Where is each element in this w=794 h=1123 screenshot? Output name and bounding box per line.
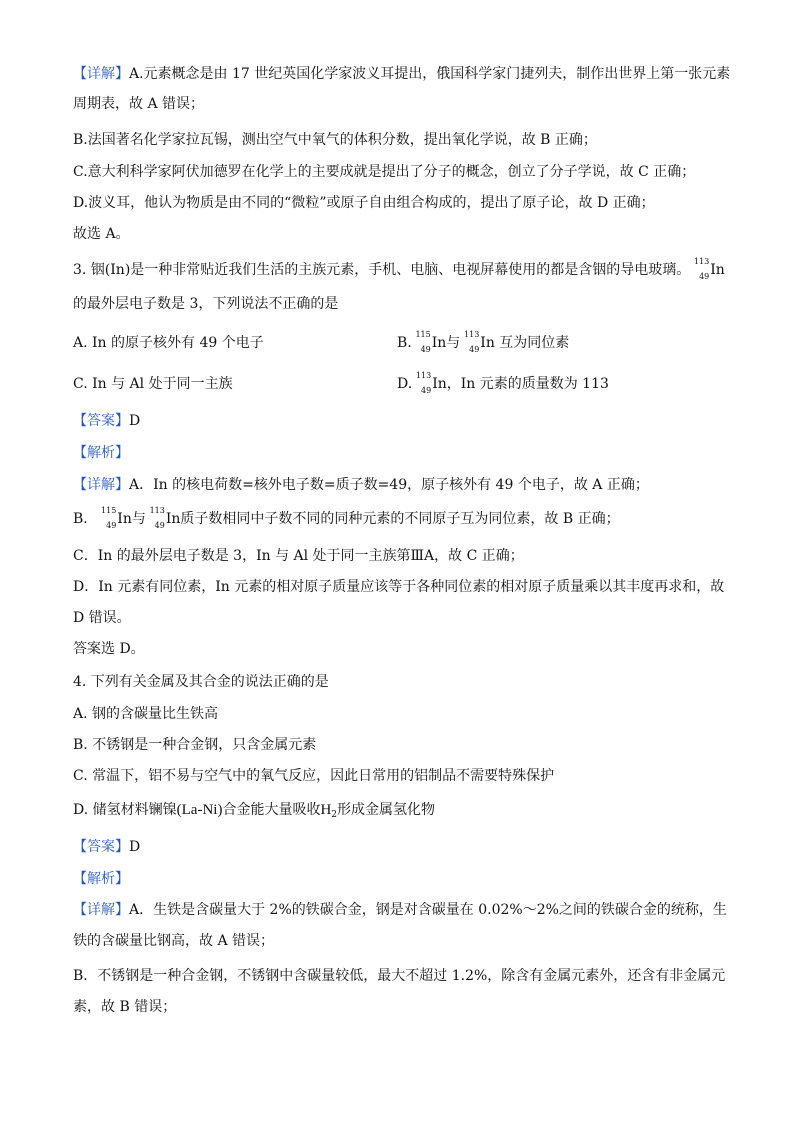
q3-explain-c: C．In 的最外层电子数是 3，In 与 Al 处于同一主族第ⅢA，故 C 正确； bbox=[73, 548, 524, 564]
q4-explain-a-line-2: 铁的含碳量比钢高，故 A 错误； bbox=[73, 933, 275, 949]
q4-explain-a-line-1: 【详解】A．生铁是含碳量大于 2%的铁碳合金，钢是对含碳量在 0.02%～2%之间的铁碳合金的统称，生 bbox=[73, 902, 727, 918]
q3-option-a: A. In 的原子核外有 49 个电子 bbox=[73, 335, 264, 351]
nuclide-in-115: 115 49 bbox=[415, 330, 431, 354]
explain-tag: 【详解】 bbox=[73, 66, 129, 82]
q4-option-a: A. 钢的含碳量比生铁高 bbox=[73, 706, 219, 722]
q3-analysis-tag: 【解析】 bbox=[73, 445, 129, 461]
answer-tag: 【答案】 bbox=[73, 413, 129, 429]
q4-answer: 【答案】D bbox=[73, 839, 141, 855]
q3-explain-b: B． 115 49 In与 113 49 In质子数相同中子数不同的同种元素的不同原子互为同位素，故 B 正确； bbox=[73, 506, 620, 530]
q4-stem: 4. 下列有关金属及其合金的说法正确的是 bbox=[73, 674, 329, 690]
nuclide-in-115: 115 49 bbox=[101, 506, 117, 530]
q3-conclusion: 答案选 D。 bbox=[73, 641, 145, 657]
nuclide-in-113: 113 49 bbox=[415, 371, 432, 395]
q3-answer: 【答案】D bbox=[73, 413, 141, 429]
q2-conclusion: 故选 A。 bbox=[73, 226, 130, 242]
q2-explain-option-d: D.波义耳，他认为物质是由不同的“微粒”或原子自由组合构成的，提出了原子论，故 D 正确； bbox=[73, 195, 655, 211]
q4-option-d: D. 储氢材料镧镍(La-Ni)合金能大量吸收$H_2$形成金属氢化物 bbox=[73, 802, 436, 820]
nuclide-in-113: 113 49 bbox=[149, 506, 165, 530]
q3-stem-line-2: 的最外层电子数是 3，下列说法不正确的是 bbox=[73, 296, 339, 312]
q4-explain-b-line-2: 素，故 B 错误； bbox=[73, 999, 177, 1015]
q3-stem-line-1: 3. 铟(In)是一种非常贴近我们生活的主族元素，手机、电脑、电视屏幕使用的都是含铟的导电玻璃。 113 49 In bbox=[73, 257, 725, 281]
q3-explain-d-line-1: D．In 元素有同位素，In 元素的相对原子质量应该等于各种同位素的相对原子质量乘以其丰度再求和，故 bbox=[73, 579, 725, 595]
explain-tag: 【详解】 bbox=[73, 902, 129, 918]
q3-option-d: D. 113 49 In，In 元素的质量数为 113 bbox=[397, 371, 609, 395]
q2-explain-option-b: B.法国著名化学家拉瓦锡，测出空气中氧气的体积分数，提出氧化学说，故 B 正确； bbox=[73, 132, 597, 148]
q2-explain-option-c: C.意大利科学家阿伏加德罗在化学上的主要成就是提出了分子的概念，创立了分子学说，故 C 正确； bbox=[73, 164, 696, 180]
explain-tag: 【详解】 bbox=[73, 477, 129, 493]
nuclide-in-113: 113 49 bbox=[464, 330, 480, 354]
q2-explain-line-2: 周期表，故 A 错误； bbox=[73, 96, 205, 112]
q3-explain-d-line-2: D 错误。 bbox=[73, 610, 131, 626]
q4-analysis-tag: 【解析】 bbox=[73, 871, 129, 887]
q3-explain-a: 【详解】A．In 的核电荷数=核外电子数=质子数=49，原子核外有 49 个电子，故 A 正确； bbox=[73, 477, 649, 493]
q4-option-c: C. 常温下，铝不易与空气中的氧气反应，因此日常用的铝制品不需要特殊保护 bbox=[73, 768, 555, 784]
q3-option-b: B. 115 49 In与 113 49 In 互为同位素 bbox=[397, 330, 570, 354]
nuclide-in-113: 113 49 bbox=[694, 257, 710, 281]
answer-tag: 【答案】 bbox=[73, 839, 129, 855]
q3-option-c: C. In 与 Al 处于同一主族 bbox=[73, 376, 233, 392]
q4-explain-b-line-1: B．不锈钢是一种合金钢，不锈钢中含碳量较低，最大不超过 1.2%，除含有金属元素外，还含有非金属元 bbox=[73, 968, 726, 984]
q4-option-b: B. 不锈钢是一种合金钢，只含金属元素 bbox=[73, 737, 317, 753]
q2-explain-line-1: 【详解】A.元素概念是由 17 世纪英国化学家波义耳提出，俄国科学家门捷列夫，制作出世界上第一张元素 bbox=[73, 66, 731, 82]
